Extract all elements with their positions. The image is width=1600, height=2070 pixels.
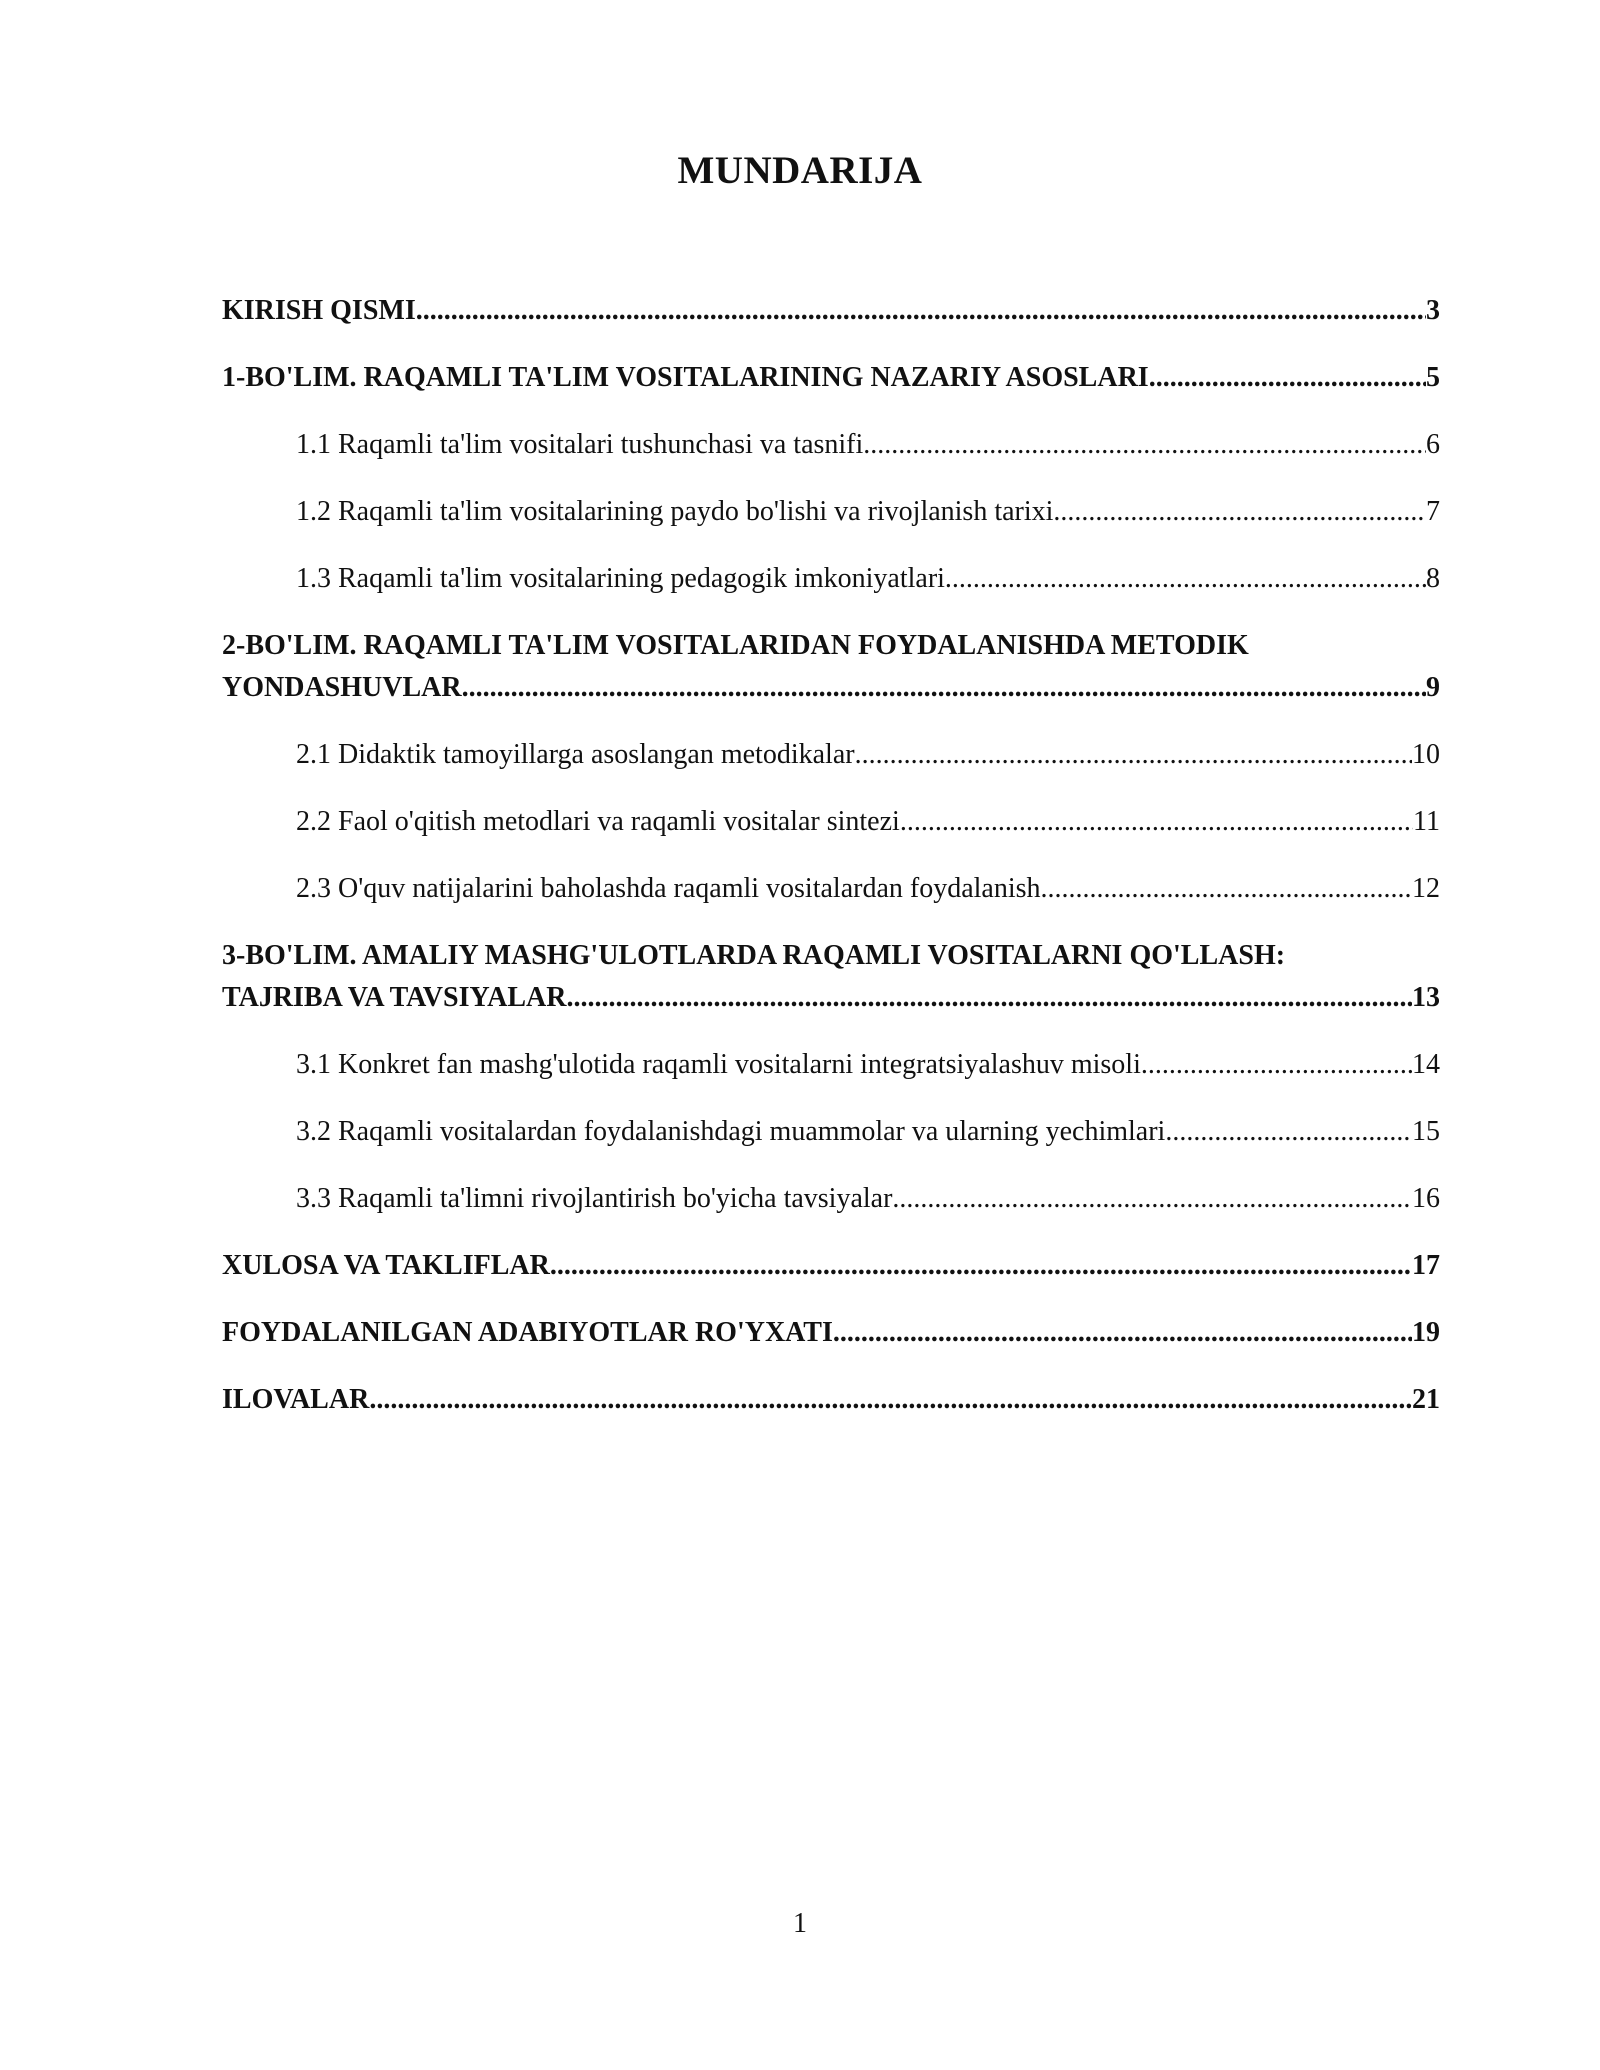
- toc-entry-label: 3.2 Raqamli vositalardan foydalanishdagi muammolar va ularning yechimlari: [296, 1116, 1166, 1147]
- toc-leader-dots: [863, 424, 1426, 466]
- toc-page-number: 9: [1426, 672, 1440, 703]
- toc-leader-dots: [900, 801, 1413, 843]
- toc-entry-label: 3.3 Raqamli ta'limni rivojlantirish bo'yicha tavsiyalar: [296, 1183, 893, 1214]
- toc-entry-bolim-1[interactable]: [222, 357, 1440, 399]
- toc-page-number: 15: [1412, 1116, 1440, 1147]
- toc-page-number: 11: [1413, 806, 1440, 837]
- toc-leader-dots: [550, 1245, 1412, 1287]
- toc-page-number: 21: [1412, 1384, 1440, 1415]
- toc-entry-label: 2.3 O'quv natijalarini baholashda raqamli vositalardan foydalanish: [296, 873, 1041, 904]
- toc-entry-3-3[interactable]: [222, 1178, 1440, 1220]
- toc-leader-dots: [945, 558, 1426, 600]
- toc-leader-dots: [892, 1178, 1412, 1220]
- toc-entry-3-1[interactable]: [222, 1044, 1440, 1086]
- toc-leader-dots: [1141, 1044, 1412, 1086]
- toc-entry-label: 1.3 Raqamli ta'lim vositalarining pedagogik imkoniyatlari: [296, 563, 945, 594]
- page-title: MUNDARIJA: [677, 149, 923, 192]
- toc-entry-2-3[interactable]: [222, 868, 1440, 910]
- page-number: 1: [793, 1908, 807, 1939]
- toc-leader-dots: [462, 667, 1426, 709]
- toc-page-number: 14: [1412, 1049, 1440, 1080]
- table-of-contents: [222, 290, 1440, 1446]
- toc-entry-1-2[interactable]: [222, 491, 1440, 533]
- toc-page-number: 3: [1426, 295, 1440, 326]
- toc-entry-label: 2.2 Faol o'qitish metodlari va raqamli vositalar sintezi: [296, 806, 900, 837]
- toc-leader-dots: [369, 1379, 1412, 1421]
- toc-leader-dots: [1165, 1111, 1412, 1153]
- toc-entry-label-line1: 2-BO'LIM. RAQAMLI TA'LIM VOSITALARIDAN FOYDALANISHDA METODIK: [222, 630, 1249, 661]
- toc-entry-label-line1: 3-BO'LIM. AMALIY MASHG'ULOTLARDA RAQAMLI VOSITALARNI QO'LLASH:: [222, 940, 1286, 971]
- toc-page-number: 19: [1412, 1317, 1440, 1348]
- toc-leader-dots: [1053, 491, 1426, 533]
- toc-page-number: 8: [1426, 563, 1440, 594]
- toc-entry-label: KIRISH QISMI: [222, 295, 416, 326]
- toc-page-number: 17: [1412, 1250, 1440, 1281]
- toc-leader-dots: [855, 734, 1412, 776]
- toc-entry-xulosa[interactable]: [222, 1245, 1440, 1287]
- toc-entry-label: 2.1 Didaktik tamoyillarga asoslangan metodikalar: [296, 739, 855, 770]
- toc-leader-dots: [566, 977, 1412, 1019]
- toc-page-number: 5: [1426, 362, 1440, 393]
- toc-page-number: 10: [1412, 739, 1440, 770]
- toc-page-number: 7: [1426, 496, 1440, 527]
- toc-entry-label: 3.1 Konkret fan mashg'ulotida raqamli vositalarni integratsiyalashuv misoli: [296, 1049, 1141, 1080]
- toc-entry-label: 1-BO'LIM. RAQAMLI TA'LIM VOSITALARINING NAZARIY ASOSLARI: [222, 362, 1149, 393]
- toc-leader-dots: [1041, 868, 1412, 910]
- toc-entry-label: 1.1 Raqamli ta'lim vositalari tushunchasi va tasnifi: [296, 429, 864, 460]
- toc-entry-bolim-2[interactable]: [222, 625, 1440, 709]
- toc-entry-bolim-3[interactable]: [222, 935, 1440, 1019]
- toc-entry-2-2[interactable]: [222, 801, 1440, 843]
- toc-entry-ilovalar[interactable]: [222, 1379, 1440, 1421]
- toc-leader-dots: [416, 290, 1426, 332]
- toc-page-number: 6: [1426, 429, 1440, 460]
- toc-entry-1-1[interactable]: [222, 424, 1440, 466]
- toc-entry-2-1[interactable]: [222, 734, 1440, 776]
- toc-entry-label: 1.2 Raqamli ta'lim vositalarining paydo bo'lishi va rivojlanish tarixi: [296, 496, 1054, 527]
- toc-entry-3-2[interactable]: [222, 1111, 1440, 1153]
- toc-page-number: 12: [1412, 873, 1440, 904]
- toc-entry-label: YONDASHUVLAR: [222, 672, 462, 703]
- toc-page-number: 13: [1412, 982, 1440, 1013]
- toc-page-number: 16: [1412, 1183, 1440, 1214]
- toc-entry-adabiyotlar[interactable]: [222, 1312, 1440, 1354]
- toc-entry-1-3[interactable]: [222, 558, 1440, 600]
- toc-entry-label: FOYDALANILGAN ADABIYOTLAR RO'YXATI: [222, 1317, 833, 1348]
- toc-entry-kirish[interactable]: [222, 290, 1440, 332]
- toc-leader-dots: [833, 1312, 1412, 1354]
- toc-entry-label: TAJRIBA VA TAVSIYALAR: [222, 982, 567, 1013]
- toc-leader-dots: [1149, 357, 1426, 399]
- toc-entry-label: XULOSA VA TAKLIFLAR: [222, 1250, 550, 1281]
- toc-entry-label: ILOVALAR: [222, 1384, 370, 1415]
